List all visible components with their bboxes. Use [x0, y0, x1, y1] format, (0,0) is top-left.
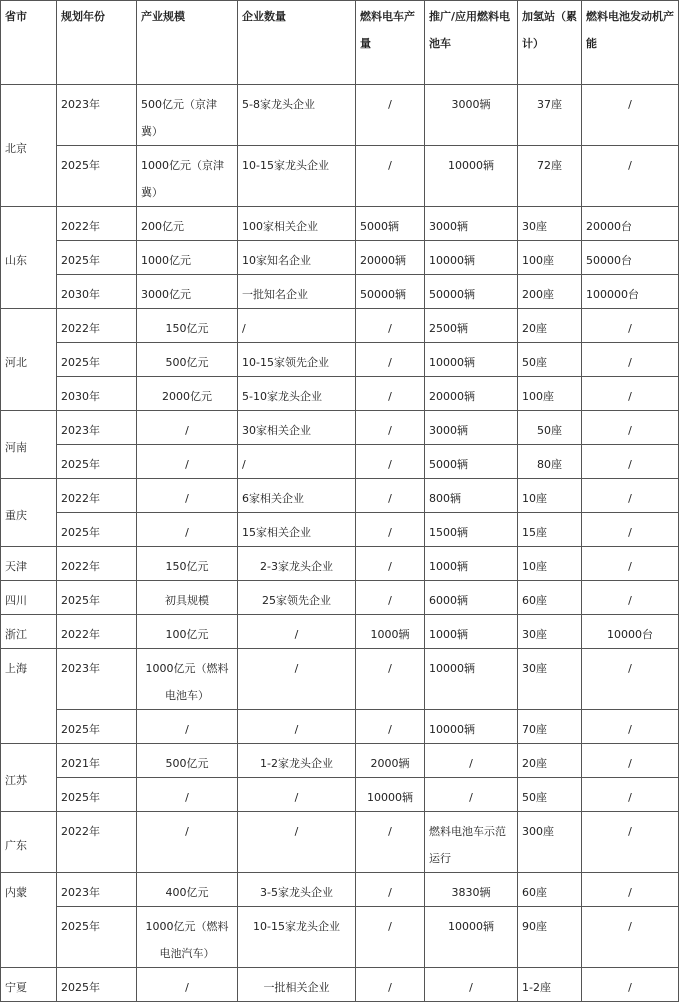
- year-cell: 2023年: [57, 649, 137, 710]
- hydrogen-stations-cell: 300座: [518, 812, 582, 873]
- industry-scale-cell: 3000亿元: [137, 275, 238, 309]
- fc-vehicle-promotion-cell: 1500辆: [425, 513, 518, 547]
- industry-scale-cell: 500亿元: [137, 343, 238, 377]
- fc-engine-capacity-cell: /: [582, 85, 679, 146]
- fc-vehicle-output-cell: /: [356, 968, 425, 1002]
- table-row: [1, 207, 679, 241]
- table-row: [1, 873, 679, 907]
- table-row: [1, 710, 679, 744]
- hydrogen-stations-cell: 50座: [518, 411, 582, 445]
- hydrogen-stations-cell: 50座: [518, 343, 582, 377]
- province-cell: 浙江: [1, 615, 57, 649]
- year-cell: 2025年: [57, 343, 137, 377]
- table-row: [1, 812, 679, 873]
- industry-scale-cell: 500亿元（京津冀）: [137, 85, 238, 146]
- fc-vehicle-output-cell: /: [356, 445, 425, 479]
- year-cell: 2023年: [57, 85, 137, 146]
- fc-vehicle-promotion-cell: 5000辆: [425, 445, 518, 479]
- fc-vehicle-promotion-cell: 3830辆: [425, 873, 518, 907]
- fc-engine-capacity-cell: /: [582, 547, 679, 581]
- hydrogen-stations-cell: 10座: [518, 547, 582, 581]
- industry-scale-cell: 500亿元: [137, 744, 238, 778]
- hydrogen-stations-cell: 15座: [518, 513, 582, 547]
- fc-engine-capacity-cell: /: [582, 309, 679, 343]
- hydrogen-stations-cell: 72座: [518, 146, 582, 207]
- hydrogen-stations-cell: 200座: [518, 275, 582, 309]
- table-row: [1, 241, 679, 275]
- fc-vehicle-output-cell: 1000辆: [356, 615, 425, 649]
- fc-vehicle-promotion-cell: 2500辆: [425, 309, 518, 343]
- fc-vehicle-output-cell: /: [356, 411, 425, 445]
- year-cell: 2025年: [57, 710, 137, 744]
- fc-engine-capacity-cell: /: [582, 812, 679, 873]
- fc-engine-capacity-cell: /: [582, 968, 679, 1002]
- fc-vehicle-promotion-cell: 10000辆: [425, 343, 518, 377]
- header-fc-vehicle-promotion: 推广/应用燃料电池车: [425, 1, 518, 85]
- year-cell: 2022年: [57, 615, 137, 649]
- industry-scale-cell: 初具规模: [137, 581, 238, 615]
- fc-vehicle-promotion-cell: 10000辆: [425, 241, 518, 275]
- header-fc-engine-capacity: 燃料电池发动机产能: [582, 1, 679, 85]
- fc-vehicle-promotion-cell: 6000辆: [425, 581, 518, 615]
- year-cell: 2025年: [57, 513, 137, 547]
- table-row: [1, 778, 679, 812]
- fc-vehicle-output-cell: 5000辆: [356, 207, 425, 241]
- fc-vehicle-output-cell: 50000辆: [356, 275, 425, 309]
- table-row: [1, 146, 679, 207]
- enterprise-count-cell: 1-2家龙头企业: [238, 744, 356, 778]
- fc-engine-capacity-cell: /: [582, 479, 679, 513]
- industry-scale-cell: /: [137, 445, 238, 479]
- fc-vehicle-promotion-cell: 1000辆: [425, 615, 518, 649]
- industry-scale-cell: 1000亿元（京津冀）: [137, 146, 238, 207]
- enterprise-count-cell: 100家相关企业: [238, 207, 356, 241]
- enterprise-count-cell: /: [238, 812, 356, 873]
- fc-vehicle-output-cell: /: [356, 309, 425, 343]
- fc-engine-capacity-cell: /: [582, 513, 679, 547]
- province-cell: 江苏: [1, 744, 57, 812]
- table-row: [1, 615, 679, 649]
- fc-vehicle-output-cell: /: [356, 513, 425, 547]
- hydrogen-stations-cell: 80座: [518, 445, 582, 479]
- year-cell: 2030年: [57, 275, 137, 309]
- enterprise-count-cell: 10-15家龙头企业: [238, 146, 356, 207]
- header-hydrogen-stations: 加氢站（累计）: [518, 1, 582, 85]
- fc-vehicle-promotion-cell: 10000辆: [425, 649, 518, 710]
- fc-vehicle-output-cell: /: [356, 873, 425, 907]
- enterprise-count-cell: 10家知名企业: [238, 241, 356, 275]
- table-row: [1, 513, 679, 547]
- province-cell: 宁夏: [1, 968, 57, 1002]
- hydrogen-stations-cell: 90座: [518, 907, 582, 968]
- fc-vehicle-promotion-cell: 3000辆: [425, 85, 518, 146]
- fc-vehicle-promotion-cell: 3000辆: [425, 207, 518, 241]
- hydrogen-stations-cell: 37座: [518, 85, 582, 146]
- industry-scale-cell: 150亿元: [137, 547, 238, 581]
- fc-engine-capacity-cell: /: [582, 873, 679, 907]
- hydrogen-stations-cell: 1-2座: [518, 968, 582, 1002]
- fc-vehicle-output-cell: 2000辆: [356, 744, 425, 778]
- fc-engine-capacity-cell: 100000台: [582, 275, 679, 309]
- province-cell: 广东: [1, 812, 57, 873]
- fc-engine-capacity-cell: /: [582, 744, 679, 778]
- fc-engine-capacity-cell: /: [582, 146, 679, 207]
- industry-scale-cell: /: [137, 968, 238, 1002]
- fc-vehicle-output-cell: 10000辆: [356, 778, 425, 812]
- year-cell: 2022年: [57, 207, 137, 241]
- table-row: [1, 907, 679, 968]
- year-cell: 2025年: [57, 907, 137, 968]
- year-cell: 2025年: [57, 241, 137, 275]
- industry-scale-cell: 400亿元: [137, 873, 238, 907]
- enterprise-count-cell: 30家相关企业: [238, 411, 356, 445]
- industry-scale-cell: /: [137, 513, 238, 547]
- industry-scale-cell: 1000亿元: [137, 241, 238, 275]
- fc-vehicle-output-cell: /: [356, 547, 425, 581]
- industry-scale-cell: 150亿元: [137, 309, 238, 343]
- hydrogen-stations-cell: 50座: [518, 778, 582, 812]
- fc-vehicle-promotion-cell: 20000辆: [425, 377, 518, 411]
- fc-engine-capacity-cell: /: [582, 445, 679, 479]
- fc-vehicle-output-cell: /: [356, 85, 425, 146]
- header-year: 规划年份: [57, 1, 137, 85]
- fc-vehicle-promotion-cell: 10000辆: [425, 146, 518, 207]
- hydrogen-stations-cell: 10座: [518, 479, 582, 513]
- fc-vehicle-promotion-cell: 1000辆: [425, 547, 518, 581]
- industry-scale-cell: 200亿元: [137, 207, 238, 241]
- fc-vehicle-output-cell: /: [356, 812, 425, 873]
- fc-engine-capacity-cell: 10000台: [582, 615, 679, 649]
- year-cell: 2022年: [57, 547, 137, 581]
- table-row: [1, 547, 679, 581]
- province-cell: 内蒙: [1, 873, 57, 968]
- province-cell: 山东: [1, 207, 57, 309]
- fc-engine-capacity-cell: /: [582, 377, 679, 411]
- fc-engine-capacity-cell: 50000台: [582, 241, 679, 275]
- industry-scale-cell: 1000亿元（燃料电池汽车）: [137, 907, 238, 968]
- enterprise-count-cell: /: [238, 615, 356, 649]
- fc-vehicle-output-cell: /: [356, 710, 425, 744]
- fc-vehicle-promotion-cell: /: [425, 968, 518, 1002]
- province-cell: 北京: [1, 85, 57, 207]
- year-cell: 2021年: [57, 744, 137, 778]
- industry-scale-cell: 100亿元: [137, 615, 238, 649]
- year-cell: 2025年: [57, 778, 137, 812]
- table-row: [1, 479, 679, 513]
- enterprise-count-cell: /: [238, 778, 356, 812]
- fc-vehicle-output-cell: /: [356, 649, 425, 710]
- industry-scale-cell: 2000亿元: [137, 377, 238, 411]
- fc-engine-capacity-cell: /: [582, 581, 679, 615]
- header-enterprise-count: 企业数量: [238, 1, 356, 85]
- province-cell: 天津: [1, 547, 57, 581]
- enterprise-count-cell: 25家领先企业: [238, 581, 356, 615]
- year-cell: 2023年: [57, 873, 137, 907]
- table-row: [1, 343, 679, 377]
- year-cell: 2025年: [57, 445, 137, 479]
- fc-engine-capacity-cell: /: [582, 343, 679, 377]
- table-row: [1, 85, 679, 146]
- fc-vehicle-promotion-cell: 3000辆: [425, 411, 518, 445]
- year-cell: 2025年: [57, 581, 137, 615]
- industry-scale-cell: /: [137, 778, 238, 812]
- enterprise-count-cell: 一批相关企业: [238, 968, 356, 1002]
- enterprise-count-cell: 10-15家龙头企业: [238, 907, 356, 968]
- industry-scale-cell: 1000亿元（燃料电池车）: [137, 649, 238, 710]
- year-cell: 2030年: [57, 377, 137, 411]
- hydrogen-stations-cell: 20座: [518, 744, 582, 778]
- fc-vehicle-output-cell: /: [356, 581, 425, 615]
- hydrogen-stations-cell: 70座: [518, 710, 582, 744]
- year-cell: 2022年: [57, 309, 137, 343]
- fc-engine-capacity-cell: /: [582, 710, 679, 744]
- enterprise-count-cell: 6家相关企业: [238, 479, 356, 513]
- fc-vehicle-promotion-cell: 800辆: [425, 479, 518, 513]
- enterprise-count-cell: 3-5家龙头企业: [238, 873, 356, 907]
- enterprise-count-cell: 15家相关企业: [238, 513, 356, 547]
- enterprise-count-cell: 5-8家龙头企业: [238, 85, 356, 146]
- enterprise-count-cell: 10-15家领先企业: [238, 343, 356, 377]
- fc-engine-capacity-cell: /: [582, 411, 679, 445]
- year-cell: 2023年: [57, 411, 137, 445]
- year-cell: 2022年: [57, 479, 137, 513]
- enterprise-count-cell: 5-10家龙头企业: [238, 377, 356, 411]
- year-cell: 2025年: [57, 968, 137, 1002]
- fc-vehicle-promotion-cell: /: [425, 778, 518, 812]
- industry-scale-cell: /: [137, 479, 238, 513]
- hydrogen-stations-cell: 30座: [518, 615, 582, 649]
- fc-engine-capacity-cell: 20000台: [582, 207, 679, 241]
- hydrogen-stations-cell: 100座: [518, 377, 582, 411]
- header-industry-scale: 产业规模: [137, 1, 238, 85]
- enterprise-count-cell: /: [238, 710, 356, 744]
- table-body: [1, 85, 679, 1002]
- header-province: 省市: [1, 1, 57, 85]
- province-cell: 河北: [1, 309, 57, 411]
- enterprise-count-cell: 一批知名企业: [238, 275, 356, 309]
- table-row: [1, 581, 679, 615]
- fc-vehicle-output-cell: /: [356, 479, 425, 513]
- header-fc-vehicle-output: 燃料电车产量: [356, 1, 425, 85]
- hydrogen-stations-cell: 60座: [518, 581, 582, 615]
- industry-scale-cell: /: [137, 812, 238, 873]
- industry-scale-cell: /: [137, 710, 238, 744]
- enterprise-count-cell: /: [238, 649, 356, 710]
- hydrogen-stations-cell: 30座: [518, 649, 582, 710]
- fc-vehicle-promotion-cell: 10000辆: [425, 907, 518, 968]
- hydrogen-stations-cell: 20座: [518, 309, 582, 343]
- fc-vehicle-promotion-cell: /: [425, 744, 518, 778]
- fc-engine-capacity-cell: /: [582, 778, 679, 812]
- table-row: [1, 649, 679, 710]
- fc-vehicle-output-cell: /: [356, 146, 425, 207]
- fc-vehicle-output-cell: /: [356, 343, 425, 377]
- fc-vehicle-promotion-cell: 燃料电池车示范运行: [425, 812, 518, 873]
- fc-vehicle-output-cell: 20000辆: [356, 241, 425, 275]
- year-cell: 2022年: [57, 812, 137, 873]
- fc-vehicle-output-cell: /: [356, 377, 425, 411]
- table-row: [1, 411, 679, 445]
- enterprise-count-cell: 2-3家龙头企业: [238, 547, 356, 581]
- table-row: [1, 275, 679, 309]
- table-row: [1, 377, 679, 411]
- fc-vehicle-output-cell: /: [356, 907, 425, 968]
- hydrogen-stations-cell: 60座: [518, 873, 582, 907]
- hydrogen-stations-cell: 30座: [518, 207, 582, 241]
- fc-engine-capacity-cell: /: [582, 907, 679, 968]
- industry-scale-cell: /: [137, 411, 238, 445]
- fc-vehicle-promotion-cell: 50000辆: [425, 275, 518, 309]
- province-cell: 河南: [1, 411, 57, 479]
- hydrogen-stations-cell: 100座: [518, 241, 582, 275]
- province-cell: 上海: [1, 649, 57, 744]
- table-row: [1, 309, 679, 343]
- table-row: [1, 445, 679, 479]
- enterprise-count-cell: /: [238, 445, 356, 479]
- table-row: [1, 744, 679, 778]
- fc-engine-capacity-cell: /: [582, 649, 679, 710]
- table-row: [1, 968, 679, 1002]
- fc-vehicle-promotion-cell: 10000辆: [425, 710, 518, 744]
- province-cell: 重庆: [1, 479, 57, 547]
- enterprise-count-cell: /: [238, 309, 356, 343]
- year-cell: 2025年: [57, 146, 137, 207]
- province-cell: 四川: [1, 581, 57, 615]
